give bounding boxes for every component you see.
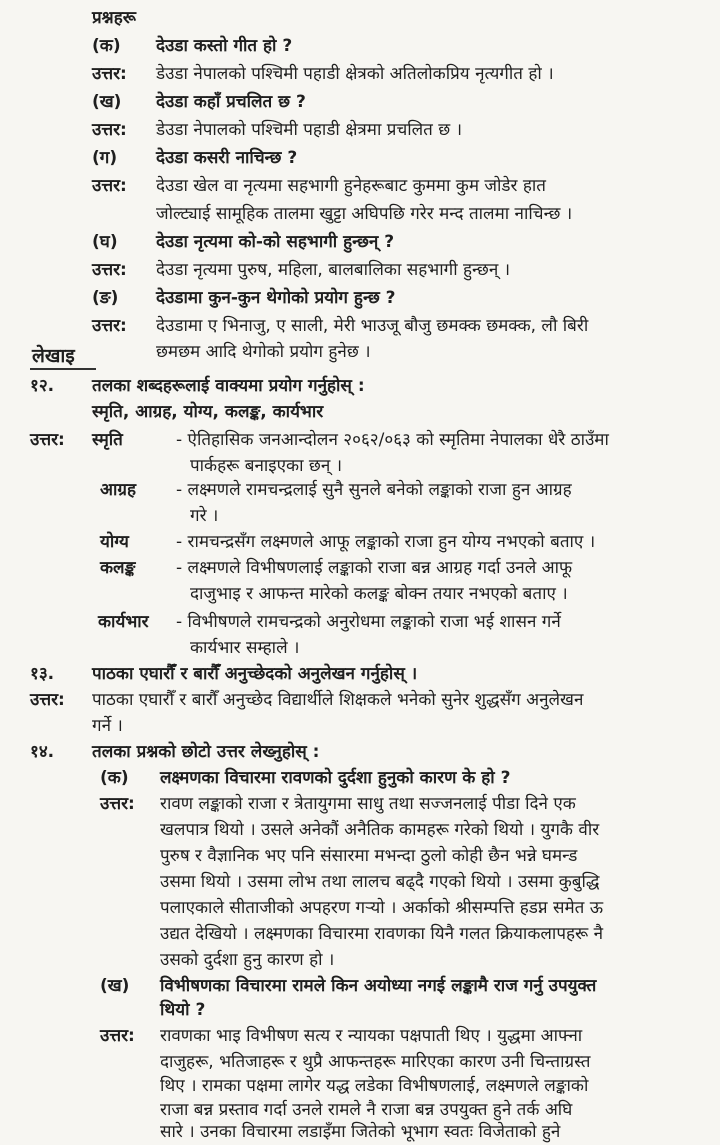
- answer-text: डेउडा नेपालको पश्चिमी पहाडी क्षेत्रमा प्रचलित छ ।: [156, 120, 463, 140]
- answer-text: उद्यत देखियो । लक्ष्मणका विचारमा रावणका यिनै गलत क्रियाकलापहरू नै: [160, 924, 604, 944]
- question-text: देउडा नृत्यमा को-को सहभागी हुन्छन् ?: [156, 232, 395, 252]
- question-text: लक्ष्मणका विचारमा रावणको दुर्दशा हुनुको कारण के हो ?: [160, 768, 511, 788]
- answer-text: पुरुष र वैज्ञानिक भए पनि संसारमा मभन्दा ठुलो कोही छैन भन्ने घमन्ड: [160, 846, 578, 866]
- vocab-word: कलङ्क: [100, 558, 136, 578]
- question-text: देउडा कसरी नाचिन्छ ?: [156, 148, 298, 168]
- answer-label: उत्तर:: [100, 794, 135, 814]
- answer-text: खलपात्र थियो । उसले अनेकौं अनैतिक कामहरू गरेको थियो । युगकै वीर: [160, 820, 600, 840]
- vocab-sentence: - लक्ष्मणले रामचन्द्रलाई सुनै सुनले बनेको लङ्काको राजा हुन आग्रह: [176, 480, 572, 500]
- question-text: तलका प्रश्नको छोटो उत्तर लेख्नुहोस् :: [92, 742, 320, 762]
- answer-text: दाजुहरू, भतिजाहरू र थुप्रै आफन्तहरू मारिएका कारण उनी चिन्ताग्रस्त: [160, 1052, 591, 1072]
- question-number: १३.: [30, 664, 55, 684]
- answer-text: उसमा थियो । उसमा लोभ तथा लालच बढ्दै गएको थियो । उसमा कुबुद्धि: [160, 872, 600, 892]
- questions-heading: प्रश्नहरू: [92, 8, 136, 28]
- vocab-sentence: गरे ।: [190, 506, 219, 526]
- answer-text: रावणका भाइ विभीषण सत्य र न्यायका पक्षपाती थिए । युद्धमा आफ्ना: [160, 1026, 583, 1046]
- answer-text: डेउडा नेपालको पश्चिमी पहाडी क्षेत्रको अतिलोकप्रिय नृत्यगीत हो ।: [156, 64, 554, 84]
- q-label: (ङ): [92, 288, 119, 308]
- answer-text: थिए । रामका पक्षमा लागेर यद्ध लडेका विभीषणलाई, लक्ष्मणले लङ्काको: [160, 1076, 589, 1096]
- question-text: थियो ?: [160, 1000, 206, 1020]
- q-label: (घ): [92, 232, 118, 252]
- answer-text: देउडामा ए भिनाजु, ए साली, मेरी भाउजू बौजु छमक्क छमक्क, लौ बिरी: [156, 316, 589, 336]
- answer-label: उत्तर:: [92, 64, 127, 84]
- answer-label: उत्तर:: [92, 260, 127, 280]
- answer-text: सारे । उनका विचारमा लडाइँमा जितेको भूभाग स्वतः विजेताको हुने: [160, 1122, 561, 1142]
- q-label: (ख): [100, 976, 130, 996]
- answer-text: जोल्ट्याई सामूहिक तालमा खुट्टा अघिपछि गरेर मन्द तालमा नाचिन्छ ।: [156, 204, 573, 224]
- vocab-sentence: - रामचन्द्रसँग लक्ष्मणले आफू लङ्काको राजा हुन योग्य नभएको बताए ।: [176, 532, 596, 552]
- vocab-word: कार्यभार: [98, 612, 149, 632]
- answer-label: उत्तर:: [92, 176, 127, 196]
- word-list: स्मृति, आग्रह, योग्य, कलङ्क, कार्यभार: [92, 402, 324, 422]
- answer-label: उत्तर:: [30, 690, 65, 710]
- section-title: लेखाइ: [32, 345, 75, 367]
- answer-text: देउडा खेल वा नृत्यमा सहभागी हुनेहरूबाट कुममा कुम जोडेर हात: [156, 176, 546, 196]
- q-label: (ख): [92, 92, 122, 112]
- vocab-sentence: कार्यभार सम्हाले ।: [190, 638, 300, 658]
- question-text: देउडा कहाँ प्रचलित छ ?: [156, 92, 306, 112]
- answer-label: उत्तर:: [30, 430, 65, 450]
- answer-label: उत्तर:: [100, 1026, 135, 1046]
- answer-text: गर्ने ।: [92, 716, 123, 736]
- vocab-sentence: - ऐतिहासिक जनआन्दोलन २०६२/०६३ को स्मृतिमा नेपालका धेरै ठाउँमा: [176, 430, 609, 450]
- question-text: विभीषणका विचारमा रामले किन अयोध्या नगई लङ्कामै राज गर्नु उपयुक्त: [160, 976, 597, 996]
- vocab-word: आग्रह: [100, 480, 136, 500]
- vocab-sentence: पार्कहरू बनाइएका छन् ।: [190, 456, 343, 476]
- answer-text: रावण लङ्काको राजा र त्रेतायुगमा साधु तथा सज्जनलाई पीडा दिने एक: [160, 794, 576, 814]
- answer-label: उत्तर:: [92, 316, 127, 336]
- question-text: देउडामा कुन-कुन थेगोको प्रयोग हुन्छ ?: [156, 288, 396, 308]
- answer-text: पाठका एघारौँ र बारौँ अनुच्छेद विद्यार्थीले शिक्षकले भनेको सुनेर शुद्धसँग अनुलेखन: [92, 690, 584, 710]
- answer-text: उसको दुर्दशा हुनु कारण हो ।: [160, 950, 335, 970]
- question-text: तलका शब्दहरूलाई वाक्यमा प्रयोग गर्नुहोस् :: [92, 376, 365, 396]
- question-text: पाठका एघारौँ र बारौँ अनुच्छेदको अनुलेखन गर्नुहोस् ।: [92, 664, 418, 684]
- vocab-sentence: - विभीषणले रामचन्द्रको अनुरोधमा लङ्काको राजा भई शासन गर्ने: [176, 612, 561, 632]
- question-number: १४.: [30, 742, 55, 762]
- answer-text: छमछम आदि थेगोको प्रयोग हुनेछ ।: [156, 342, 371, 362]
- q-label: (क): [100, 768, 129, 788]
- vocab-sentence: - लक्ष्मणले विभीषणलाई लङ्काको राजा बन्न आग्रह गर्दा उनले आफू: [176, 558, 573, 578]
- vocab-sentence: दाजुभाइ र आफन्त मारेको कलङ्क बोक्न तयार नभएको बताए ।: [190, 584, 568, 604]
- answer-text: राजा बन्न प्रस्ताव गर्दा उनले रामले नै राजा बन्न उपयुक्त हुने तर्क अघि: [160, 1100, 573, 1120]
- answer-text: देउडा नृत्यमा पुरुष, महिला, बालबालिका सहभागी हुन्छन् ।: [156, 260, 511, 280]
- vocab-word: स्मृति: [92, 430, 123, 450]
- question-text: देउडा कस्तो गीत हो ?: [156, 36, 293, 56]
- question-number: १२.: [30, 376, 55, 396]
- q-label: (क): [92, 36, 121, 56]
- answer-label: उत्तर:: [92, 120, 127, 140]
- answer-text: पलाएकाले सीताजीको अपहरण गऱ्यो । अर्काको श्रीसम्पत्ति हडप्न समेत ऊ: [160, 898, 604, 918]
- vocab-word: योग्य: [100, 532, 129, 552]
- q-label: (ग): [92, 148, 118, 168]
